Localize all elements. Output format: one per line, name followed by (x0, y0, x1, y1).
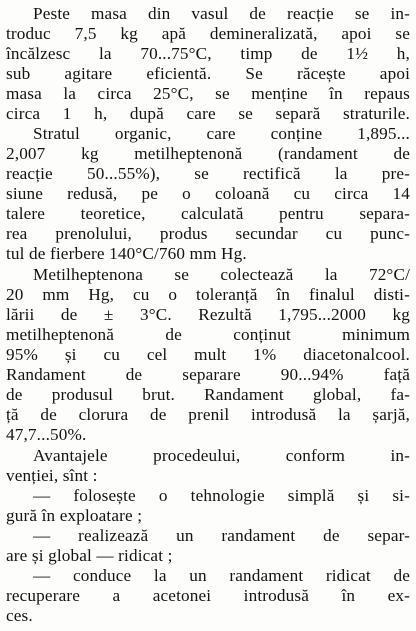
text-line: masa la circa 25°C, se menține în repaus (6, 84, 410, 103)
text-line: metilheptenonă de conținut minimum (6, 325, 410, 344)
text-line: — folosește o tehnologie simplă și si- (33, 486, 410, 505)
text-line: 20 mm Hg, cu o toleranță în finalul disti- (6, 285, 410, 304)
text-line: are și global — ridicat ; (6, 546, 173, 565)
text-line: troduc 7,5 kg apă demineralizată, apoi se (6, 24, 410, 43)
text-line: Randament de separare 90...94% față (6, 365, 410, 384)
text-line: încălzesc la 70...75°C, timp de 1½ h, (6, 44, 410, 63)
text-line: 2,007 kg metilheptenonă (randament de (6, 144, 410, 163)
text-line: reacție 50...55%), se rectifică la pre- (6, 164, 410, 183)
text-line: 47,7...50%. (6, 425, 87, 444)
text-line: rea prenolului, produs secundar cu punc- (6, 224, 410, 243)
text-line: Avantajele procedeului, conform in- (33, 446, 410, 465)
text-line: 95% și cu cel mult 1% diacetonalcool. (6, 345, 410, 364)
text-line: — conduce la un randament ridicat de (33, 566, 410, 585)
text-line: Metilheptenona se colectează la 72°C/ (33, 265, 410, 284)
text-line: recuperare a acetonei introdusă în ex- (6, 586, 410, 605)
text-line: circa 1 h, după care se separă straturile. (6, 104, 410, 123)
text-line: talere teoretice, calculată pentru separa- (6, 204, 410, 223)
text-line: lării de ± 3°C. Rezultă 1,795...2000 kg (6, 305, 410, 324)
text-line: venției, sînt : (6, 466, 98, 485)
text-line: Stratul organic, care conține 1,895... (33, 124, 410, 143)
text-line: Peste masa din vasul de reacție se in- (33, 4, 410, 23)
text-line: gură în exploatare ; (6, 506, 143, 525)
text-line: ces. (6, 606, 33, 625)
text-line: siune redusă, pe o coloană cu circa 14 (6, 184, 410, 203)
text-line: — realizează un randament de separ- (33, 526, 410, 545)
text-line: tul de fierbere 140°C/760 mm Hg. (6, 244, 247, 263)
text-line: de produsul brut. Randament global, fa- (6, 385, 410, 404)
text-line: ță de clorura de prenil introdusă la șarjă, (6, 405, 410, 424)
text-line: sub agitare eficientă. Se răcește apoi (6, 64, 410, 83)
